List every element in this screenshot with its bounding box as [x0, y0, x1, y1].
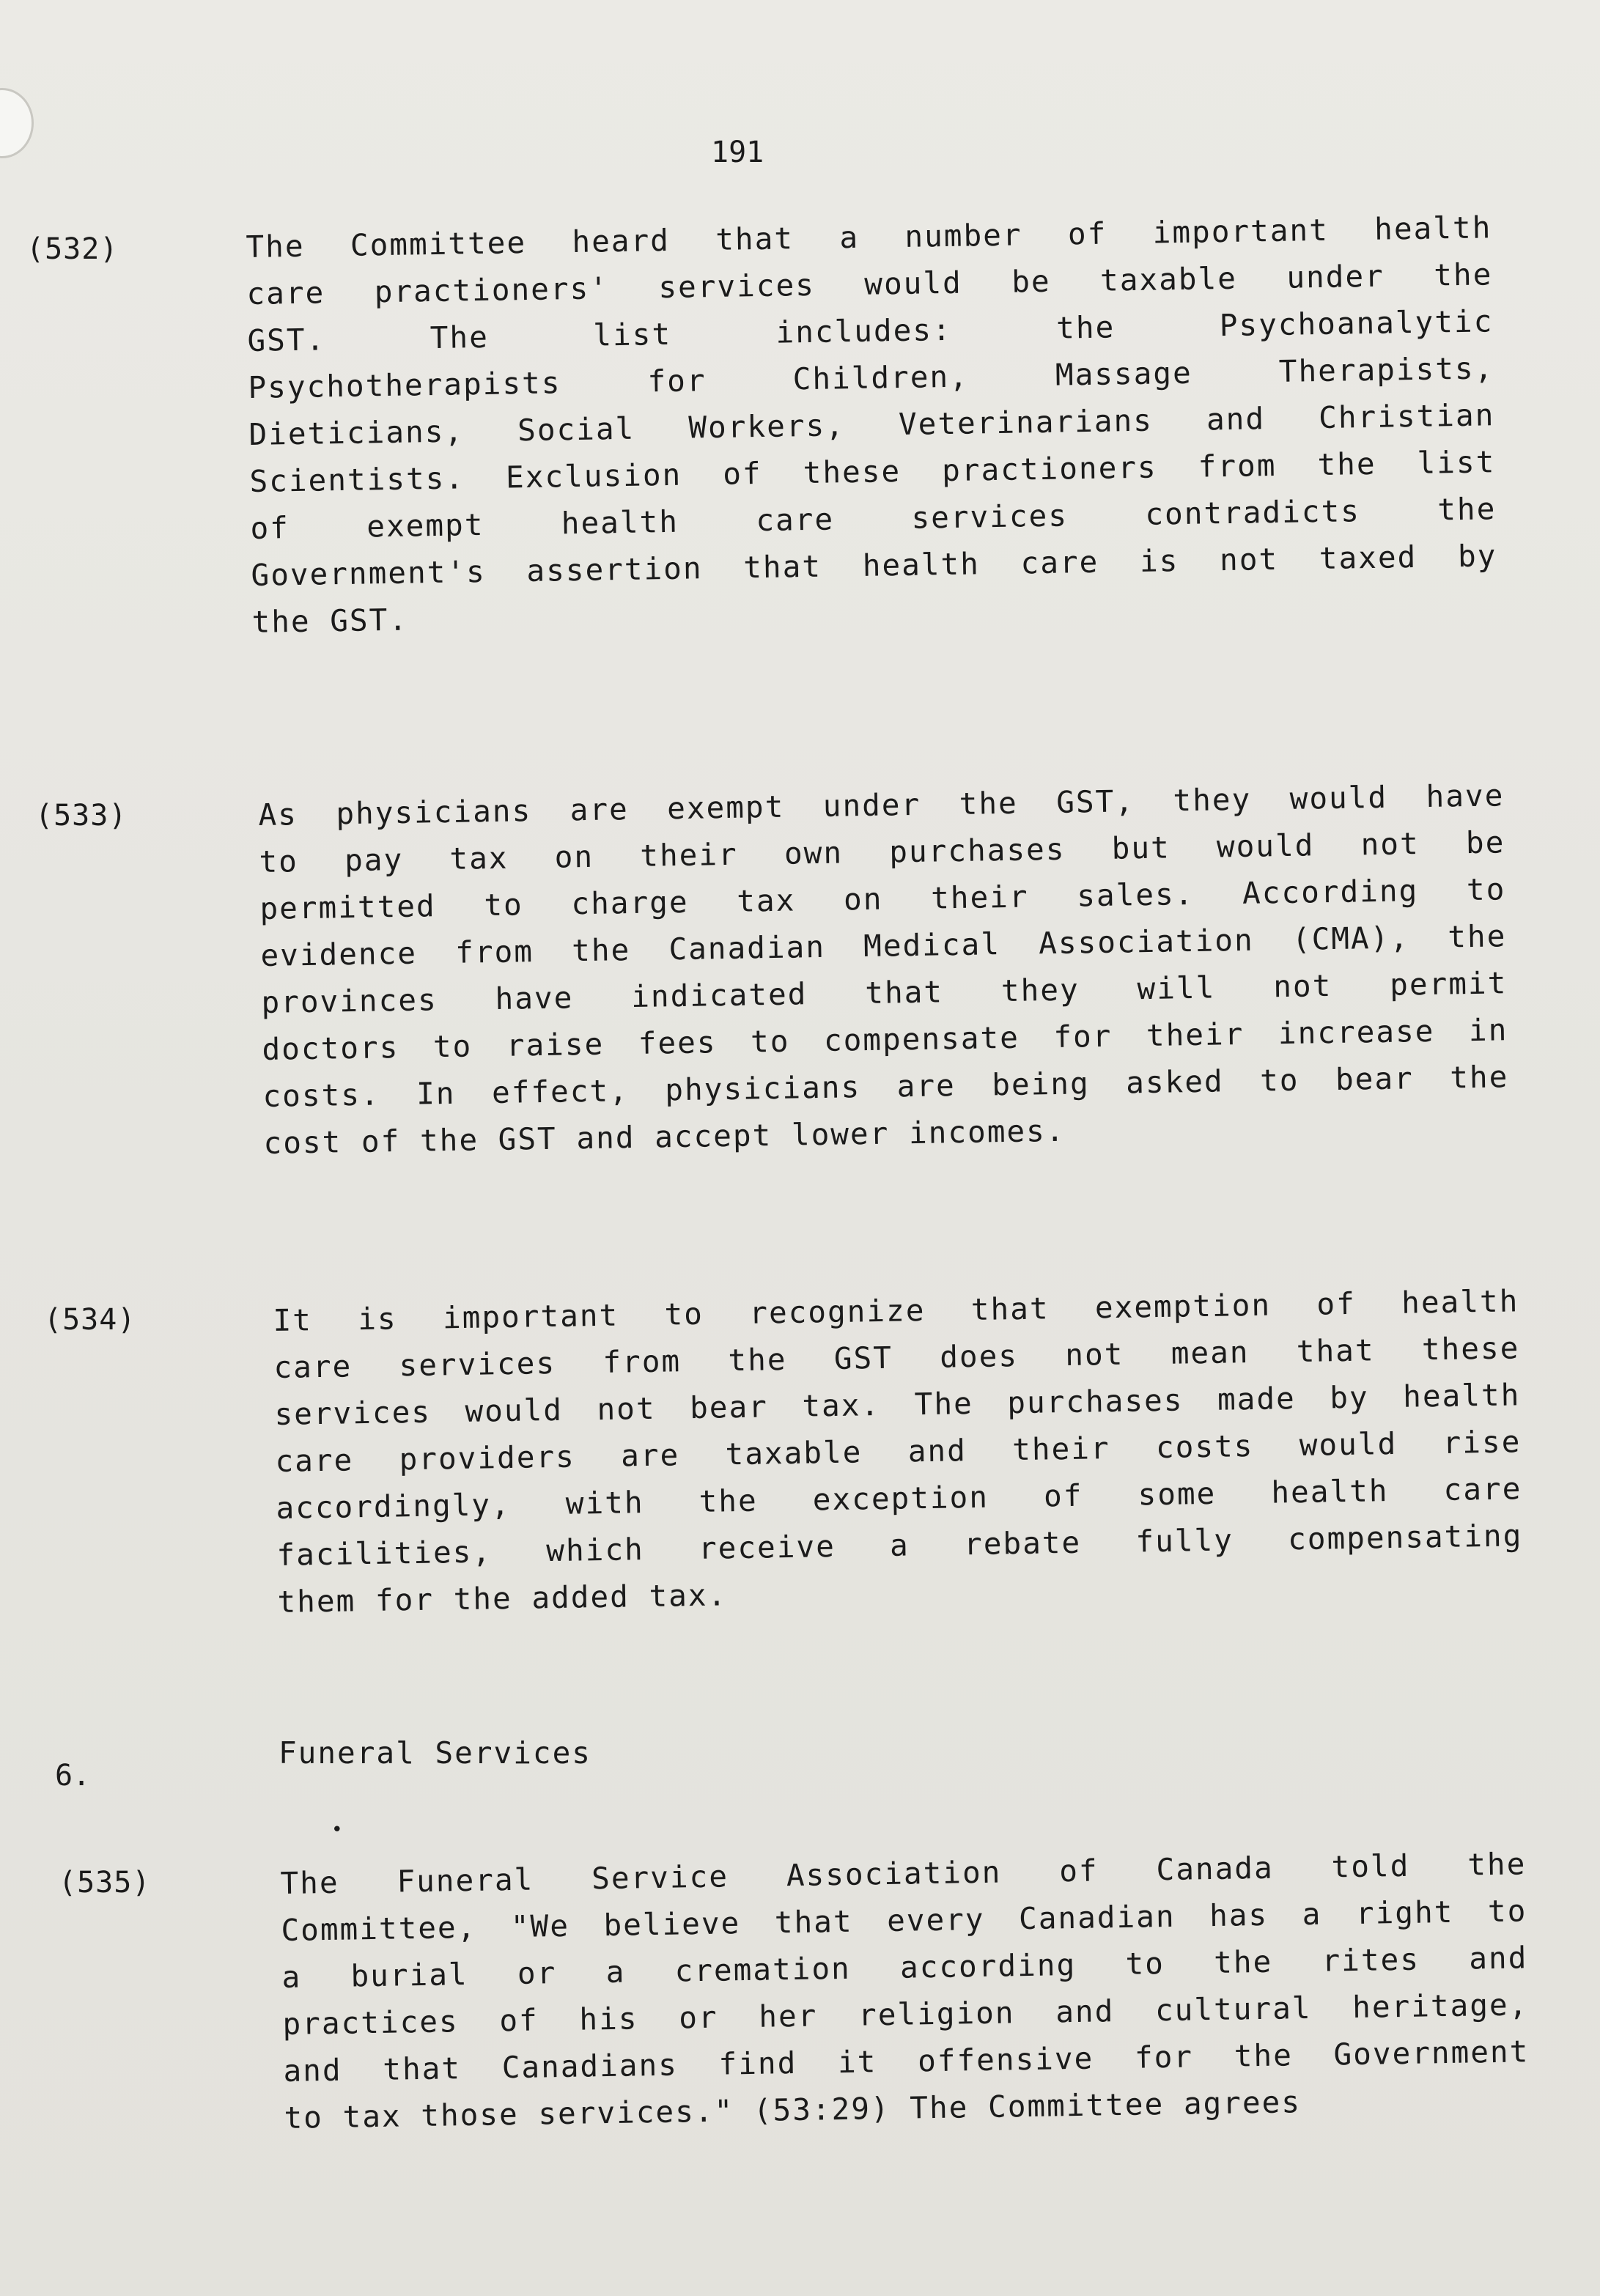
section-number: 6. — [55, 1759, 91, 1793]
text-line: Committee, "We believe that every Canadian has a right to — [281, 1893, 1527, 1948]
paragraph-text — [280, 1840, 1530, 2141]
text-line: and that Canadians find it offensive for the Government — [283, 2034, 1530, 2089]
text-line: Scientists. Exclusion of these practioners from the list — [249, 444, 1496, 499]
text-line: The Funeral Service Association of Canada told the — [280, 1846, 1527, 1901]
bullet-dot: • — [331, 1819, 343, 1841]
paragraph-text — [246, 204, 1498, 646]
paragraph-number: (533) — [35, 799, 128, 833]
text-line: them for the added tax. — [277, 1577, 728, 1620]
section-title: Funeral Services — [279, 1735, 591, 1771]
text-line: permitted to charge tax on their sales. According to — [259, 871, 1506, 926]
page-number: 191 — [711, 136, 764, 169]
text-line: practices of his or her religion and cultural heritage, — [282, 1987, 1529, 2042]
paragraph-number: (535) — [59, 1866, 151, 1900]
text-line: the GST. — [251, 602, 409, 640]
text-line: The Committee heard that a number of important health — [246, 210, 1492, 265]
text-line: facilities, which receive a rebate fully compensating — [276, 1518, 1523, 1573]
text-line: a burial or a cremation according to the rites and — [281, 1940, 1528, 1995]
paragraph-text — [258, 772, 1510, 1167]
text-line: Dieticians, Social Workers, Veterinarians and Christian — [248, 397, 1495, 452]
text-line: cost of the GST and accept lower incomes. — [263, 1112, 1066, 1161]
text-line: care practioners' services would be taxable under the — [246, 256, 1493, 311]
text-line: doctors to raise fees to compensate for their increase in — [262, 1012, 1508, 1067]
paragraph-number: (532) — [26, 232, 119, 266]
text-line: GST. The list includes: the Psychoanalytic — [247, 303, 1494, 358]
text-line: services would not bear tax. The purchases made by health — [274, 1377, 1521, 1432]
text-line: care services from the GST does not mean that these — [273, 1330, 1520, 1385]
text-line: As physicians are exempt under the GST, they would have — [258, 778, 1505, 833]
paragraph-number: (534) — [44, 1303, 136, 1337]
paragraph-text — [273, 1277, 1524, 1625]
text-line: costs. In effect, physicians are being asked to bear the — [262, 1059, 1509, 1114]
text-line: Psychotherapists for Children, Massage Therapists, — [248, 350, 1494, 405]
text-line: Government's assertion that health care is not taxed by — [251, 538, 1497, 593]
punch-hole — [0, 88, 34, 158]
text-line: of exempt health care services contradicts the — [250, 491, 1497, 546]
text-line: provinces have indicated that they will not permit — [261, 965, 1508, 1020]
text-line: It is important to recognize that exemption of health — [273, 1283, 1519, 1338]
text-line: to pay tax on their own purchases but would not be — [259, 824, 1505, 879]
text-line: evidence from the Canadian Medical Association (CMA), the — [260, 918, 1507, 973]
text-line: care providers are taxable and their costs would rise — [275, 1424, 1522, 1479]
text-line: to tax those services." (53:29) The Committee agrees — [284, 2084, 1302, 2136]
text-line: accordingly, with the exception of some health care — [276, 1471, 1522, 1526]
